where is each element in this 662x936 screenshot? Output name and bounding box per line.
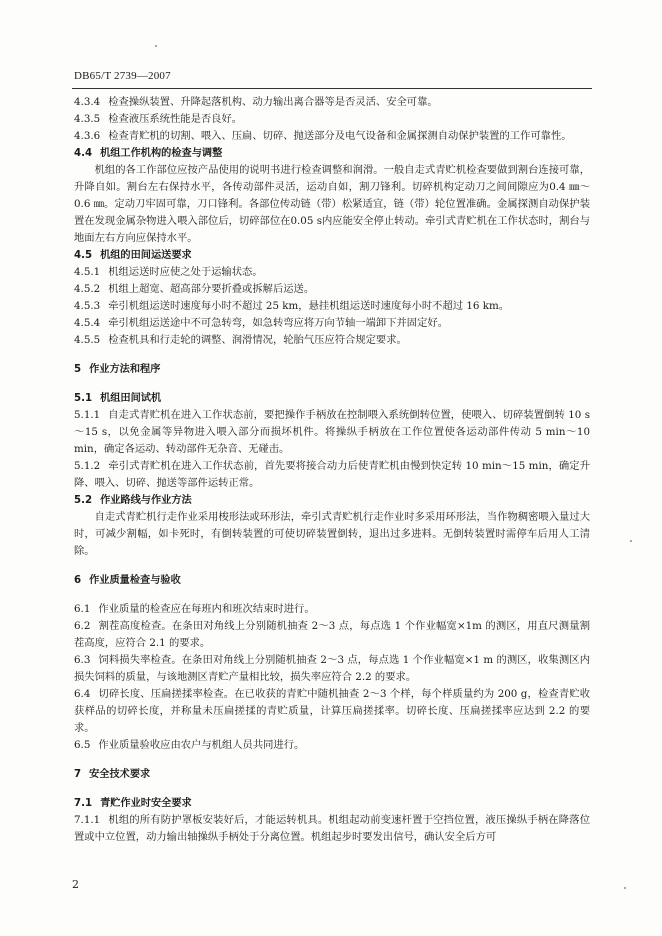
clause-text: 自走式青贮机在进入工作状态前，要把操作手柄放在控制喂入系统倒转位置，使喂入、切碎装置倒转 10 s～15 s，以免金属等异物进入喂入部分而损坏机件。将操纵手柄放在工作位置使各运动部件传动 5 min～10 min，确定各运动、转动部件无杂音、无碰击。 bbox=[74, 409, 590, 455]
clause-number: 5.1.2 bbox=[74, 460, 101, 472]
clause-number: 7.1.1 bbox=[74, 814, 101, 826]
clause-text: 作业质量的检查应在每班内和班次结束时进行。 bbox=[98, 603, 315, 615]
clause-number: 4.5.4 bbox=[74, 317, 101, 329]
clause-number: 4.5.5 bbox=[74, 334, 101, 346]
scan-speck bbox=[630, 540, 632, 542]
clause-text: 机组上超宽、超高部分要折叠或拆解后运送。 bbox=[108, 283, 315, 295]
clause-text: 作业质量验收应由农户与机组人员共同进行。 bbox=[98, 739, 305, 751]
section-gap bbox=[74, 560, 590, 572]
clause-text: 作业质量检查与验收 bbox=[89, 575, 181, 586]
section-heading bbox=[74, 766, 590, 783]
clause-number: 4.4 bbox=[74, 148, 93, 159]
clause-text: 切碎长度、压扁搓揉率检查。在已收获的青贮中随机抽查 2～3 个样，每个样质量约为 200 g，检查青贮收获样品的切碎长度，并称量未压扁搓揉的青贮质量，计算压扁搓揉率。切碎长度、压扁搓揉率应达到 2.2 的要求。 bbox=[74, 688, 590, 734]
standard-header: DB65/T 2739—2007 bbox=[74, 70, 171, 82]
clause-item bbox=[74, 458, 590, 492]
section-heading bbox=[74, 492, 590, 509]
clause-number: 6.3 bbox=[74, 654, 91, 666]
clause-text: 饲料损失率检查。在条田对角线上分别随机抽查 2～3 点，每点选 1 个作业幅宽×1 m 的测区，收集测区内损失饲料的质量，与该地测区青贮产量相比较，损失率应符合 2.2 的要求。 bbox=[74, 654, 590, 683]
clause-text: 检查机具和行走轮的调整、润滑情况，轮胎气压应符合规定要求。 bbox=[108, 334, 407, 346]
clause-number: 4.3.4 bbox=[74, 96, 101, 108]
section-heading bbox=[74, 145, 590, 162]
clause-text: 机组的田间运送要求 bbox=[100, 250, 192, 261]
scan-speck bbox=[155, 45, 157, 47]
section-heading bbox=[74, 247, 590, 264]
clause-number: 5.1.1 bbox=[74, 409, 101, 421]
section-gap bbox=[74, 349, 590, 361]
clause-item bbox=[74, 601, 590, 618]
clause-text: 机组的各工作部位应按产品使用的说明书进行检查调整和润滑。一般自走式青贮机检查要做到割台连接可靠，升降自如。割台左右保持水平，各传动部件灵活，运动自如，割刀锋利。切碎机构定动刀之间间隙应为0.4 ㎜～0.6 ㎜。定动刀牢固可靠，刀口锋利。各部位传动链（带）松紧适宜，链（带）轮位置准确。金属探测自动保护装置在发现金属杂物进入喂入部位后，切碎部位在0.05 s内应能安全停止转动。牵引式青贮机在工作状态时，割台与地面左右方向应保持水平。 bbox=[74, 164, 590, 244]
clause-number: 5 bbox=[74, 364, 82, 375]
clause-number: 4.3.6 bbox=[74, 130, 101, 142]
clause-item bbox=[74, 812, 590, 846]
clause-item bbox=[74, 686, 590, 737]
clause-text: 青贮作业时安全要求 bbox=[100, 798, 192, 809]
clause-item bbox=[74, 315, 590, 332]
clause-number: 6.4 bbox=[74, 688, 91, 700]
section-heading bbox=[74, 795, 590, 812]
clause-text: 割茬高度检查。在条田对角线上分别随机抽查 2～3 点，每点选 1 个作业幅宽×1m 的测区，用直尺测量割茬高度，应符合 2.1 的要求。 bbox=[74, 620, 590, 649]
section-gap bbox=[74, 378, 590, 390]
clause-number: 4.3.5 bbox=[74, 113, 101, 125]
clause-text: 机组运送时应使之处于运输状态。 bbox=[108, 266, 263, 278]
section-gap bbox=[74, 589, 590, 601]
clause-number: 4.5.2 bbox=[74, 283, 101, 295]
clause-item bbox=[74, 281, 590, 298]
clause-number: 5.2 bbox=[74, 495, 93, 506]
clause-item bbox=[74, 94, 590, 111]
clause-number: 6 bbox=[74, 575, 82, 586]
clause-text: 检查操纵装置、升降起落机构、动力输出离合器等是否灵活、安全可靠。 bbox=[108, 96, 438, 108]
clause-number: 4.5.1 bbox=[74, 266, 101, 278]
clause-text: 牵引机组运送时速度每小时不超过 25 km，悬挂机组运送时速度每小时不超过 16 km。 bbox=[108, 300, 510, 312]
clause-number: 6.5 bbox=[74, 739, 91, 751]
clause-item bbox=[74, 737, 590, 754]
clause-number: 4.5 bbox=[74, 250, 93, 261]
header-rule bbox=[72, 88, 592, 89]
clause-text: 安全技术要求 bbox=[89, 769, 151, 780]
clause-item bbox=[74, 407, 590, 458]
clause-number: 7 bbox=[74, 769, 82, 780]
clause-text: 牵引式青贮机在进入工作状态前，首先要将接合动力后使青贮机由慢到快定转 10 min～15 min，确定升降、喂入、切碎、抛送等部件运转正常。 bbox=[74, 460, 590, 489]
clause-item bbox=[74, 111, 590, 128]
clause-text: 机组工作机构的检查与调整 bbox=[100, 148, 223, 159]
clause-text: 检查青贮机的切割、喂入、压扁、切碎、抛送部分及电气设备和金属探测自动保护装置的工作可靠性。 bbox=[108, 130, 572, 142]
body-paragraph bbox=[74, 162, 590, 247]
clause-number: 5.1 bbox=[74, 393, 93, 404]
clause-item bbox=[74, 128, 590, 145]
section-gap bbox=[74, 754, 590, 766]
page-number: 2 bbox=[72, 878, 79, 891]
clause-item bbox=[74, 298, 590, 315]
clause-text: 机组的所有防护罩板安装好后，才能运转机具。机组起动前变速杆置于空挡位置，液压操纵手柄在降落位置或中立位置，动力输出轴操纵手柄处于分离位置。机组起步时要发出信号，确认安全后方可 bbox=[74, 814, 590, 843]
clause-number: 6.1 bbox=[74, 603, 91, 615]
section-gap bbox=[74, 783, 590, 795]
body-paragraph bbox=[74, 509, 590, 560]
scan-speck bbox=[624, 887, 626, 889]
section-heading bbox=[74, 572, 590, 589]
clause-text: 机组田间试机 bbox=[100, 393, 162, 404]
section-heading bbox=[74, 390, 590, 407]
document-body bbox=[74, 94, 590, 846]
clause-item bbox=[74, 618, 590, 652]
clause-text: 检查液压系统性能是否良好。 bbox=[108, 113, 243, 125]
clause-number: 6.2 bbox=[74, 620, 91, 632]
clause-text: 作业方法和程序 bbox=[89, 364, 161, 375]
section-heading bbox=[74, 361, 590, 378]
clause-text: 自走式青贮机行走作业采用梭形法或环形法，牵引式青贮机行走作业时多采用环形法，当作物稠密喂入量过大时，可减少割幅，如卡死时，有倒转装置的可使切碎装置倒转，退出过多进料。无倒转装置时需停车后用人工清除。 bbox=[74, 511, 590, 557]
clause-item bbox=[74, 652, 590, 686]
clause-number: 4.5.3 bbox=[74, 300, 101, 312]
clause-item bbox=[74, 332, 590, 349]
clause-number: 7.1 bbox=[74, 798, 93, 809]
clause-text: 作业路线与作业方法 bbox=[100, 495, 192, 506]
clause-item bbox=[74, 264, 590, 281]
clause-text: 牵引机组运送途中不可急转弯，如急转弯应将万向节轴一端卸下并固定好。 bbox=[108, 317, 448, 329]
